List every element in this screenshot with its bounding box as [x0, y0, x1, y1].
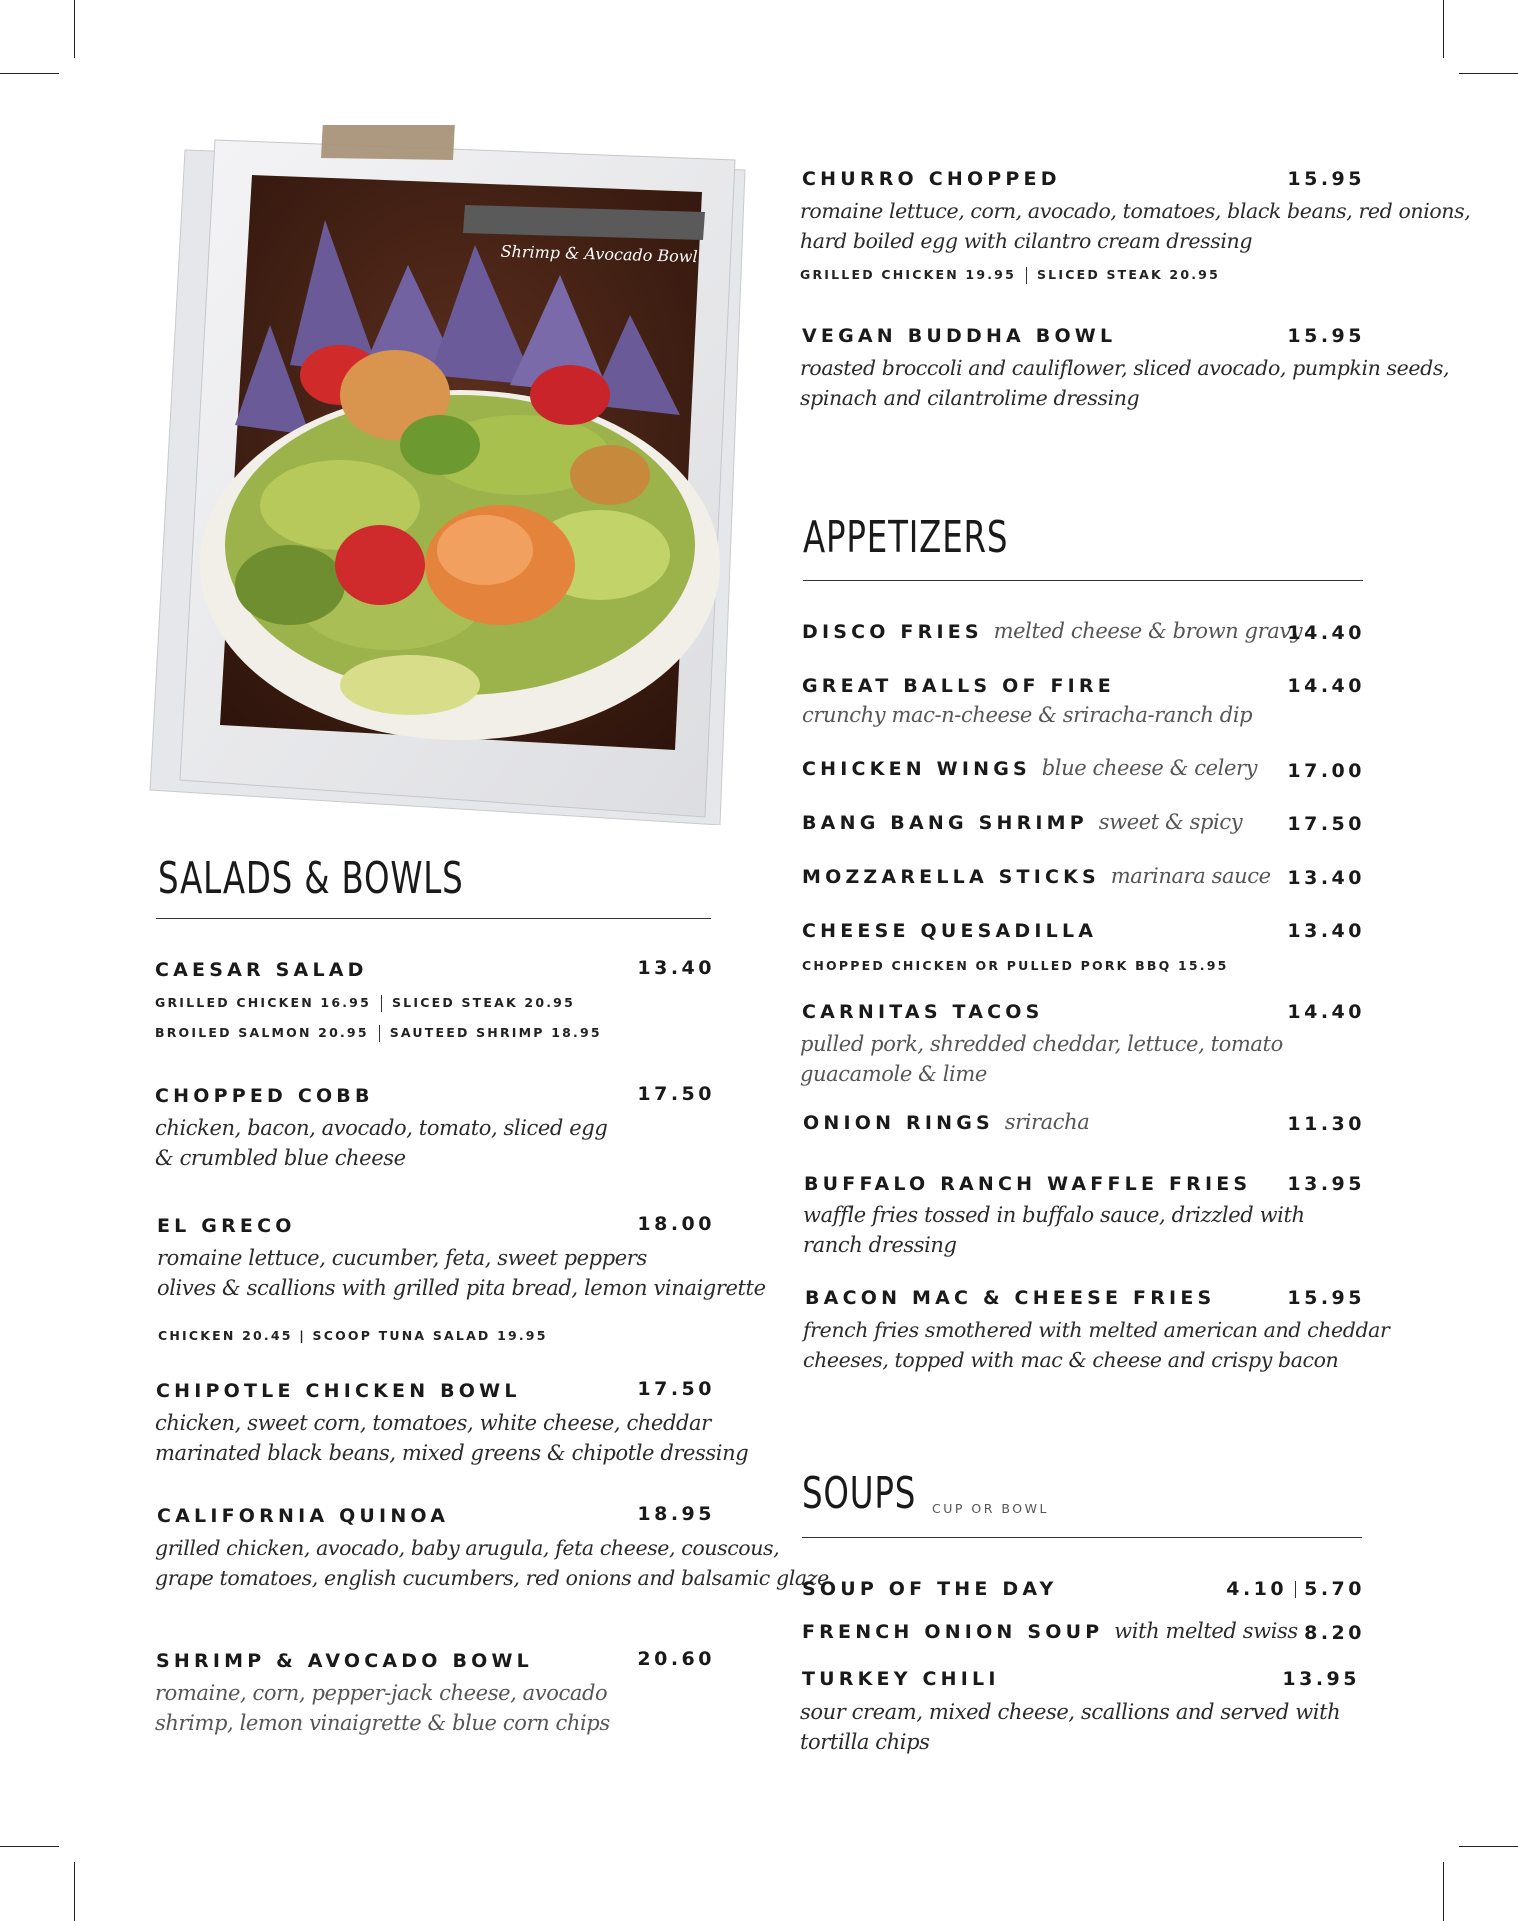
addon: SCOOP TUNA SALAD 19.95	[312, 1328, 548, 1343]
menu-item-name: CHEESE QUESADILLA	[802, 920, 1098, 942]
desc-line: chicken, sweet corn, tomatoes, white cheese, cheddar	[155, 1411, 711, 1435]
item-name-text: BANG BANG SHRIMP	[802, 812, 1088, 834]
item-inline-desc: marinara sauce	[1110, 864, 1271, 888]
menu-item-name	[802, 619, 1302, 643]
menu-item-price	[1200, 1578, 1365, 1600]
menu-item-name: VEGAN BUDDHA BOWL	[802, 325, 1117, 347]
menu-item-price: 15.95	[1287, 168, 1365, 190]
desc-line: cheeses, topped with mac & cheese and crispy bacon	[803, 1348, 1339, 1372]
salads-title: SALADS & BOWLS	[158, 853, 464, 904]
menu-item-name: CALIFORNIA QUINOA	[157, 1505, 450, 1527]
price-cup: 4.10	[1226, 1578, 1288, 1600]
menu-item-price: 15.95	[1287, 325, 1365, 347]
menu-item-name: EL GRECO	[157, 1215, 296, 1237]
menu-item-price: 17.50	[1287, 813, 1365, 835]
addon: GRILLED CHICKEN 16.95	[155, 995, 371, 1010]
menu-item-desc	[800, 1697, 1340, 1757]
desc-line: waffle fries tossed in buffalo sauce, drizzled with	[803, 1203, 1305, 1227]
desc-line: sour cream, mixed cheese, scallions and served with	[800, 1700, 1341, 1724]
appetizers-divider	[803, 580, 1363, 581]
menu-item-name: SOUP OF THE DAY	[802, 1578, 1058, 1600]
menu-item-name: CHURRO CHOPPED	[802, 168, 1061, 190]
menu-item-name	[802, 810, 1242, 834]
addon: SLICED STEAK 20.95	[391, 995, 575, 1010]
menu-item-addons: CHICKEN 20.45 | SCOOP TUNA SALAD 19.95	[158, 1328, 548, 1343]
desc-line: grape tomatoes, english cucumbers, red onions and balsamic glaze	[155, 1566, 829, 1590]
menu-item-desc	[155, 1678, 610, 1738]
addon: BROILED SALMON 20.95	[155, 1025, 369, 1040]
item-name-text: FRENCH ONION SOUP	[802, 1621, 1104, 1643]
desc-line: grilled chicken, avocado, baby arugula, feta cheese, couscous,	[155, 1536, 780, 1560]
soups-subtitle: CUP OR BOWL	[932, 1501, 1049, 1516]
desc-line: chicken, bacon, avocado, tomato, sliced egg	[155, 1116, 608, 1140]
item-inline-desc: sweet & spicy	[1098, 810, 1243, 834]
food-photo	[140, 125, 760, 825]
item-name-text: ONION RINGS	[803, 1112, 994, 1134]
item-inline-desc: melted cheese & brown gravy	[993, 619, 1303, 643]
desc-line: pulled pork, shredded cheddar, lettuce, tomato	[800, 1032, 1283, 1056]
menu-item-name: TURKEY CHILI	[802, 1668, 1000, 1690]
menu-item-name: CHOPPED COBB	[155, 1085, 374, 1107]
menu-item-desc	[157, 1243, 766, 1303]
item-inline-desc: sriracha	[1004, 1110, 1090, 1134]
crop-mark	[1443, 1862, 1444, 1921]
desc-line: romaine, corn, pepper-jack cheese, avocado	[155, 1681, 608, 1705]
menu-item-name: CARNITAS TACOS	[802, 1001, 1044, 1023]
menu-item-name	[802, 1619, 1298, 1643]
item-name-text: CHICKEN WINGS	[802, 758, 1031, 780]
crop-mark	[74, 0, 75, 58]
desc-line: tortilla chips	[800, 1730, 930, 1754]
desc-line: roasted broccoli and cauliflower, sliced avocado, pumpkin seeds,	[800, 356, 1450, 380]
menu-item-price: 17.00	[1287, 760, 1365, 782]
desc-line: crunchy mac-n-cheese & sriracha-ranch dip	[802, 703, 1253, 727]
menu-item-price: 18.95	[637, 1503, 715, 1525]
item-name-text: MOZZARELLA STICKS	[802, 866, 1100, 888]
menu-item-desc	[803, 1200, 1305, 1260]
menu-item-addons	[155, 995, 575, 1012]
menu-item-name	[802, 864, 1271, 888]
menu-item-name	[803, 1110, 1089, 1134]
menu-item-price: 14.40	[1287, 675, 1365, 697]
addon: SAUTEED SHRIMP 18.95	[389, 1025, 602, 1040]
menu-item-price: 17.50	[637, 1083, 715, 1105]
menu-item-addons	[155, 1025, 602, 1042]
crop-mark	[0, 1846, 59, 1847]
menu-item-price: 13.40	[1287, 920, 1365, 942]
menu-item-name	[802, 756, 1257, 780]
desc-line: romaine lettuce, corn, avocado, tomatoes, black beans, red onions,	[800, 199, 1471, 223]
desc-line: guacamole & lime	[800, 1062, 987, 1086]
menu-item-addons	[800, 267, 1220, 284]
crop-mark	[1443, 0, 1444, 58]
menu-item-desc	[800, 196, 1470, 256]
menu-item-desc	[155, 1533, 829, 1593]
menu-item-name: CHIPOTLE CHICKEN BOWL	[156, 1380, 521, 1402]
menu-item-name: GREAT BALLS OF FIRE	[802, 675, 1115, 697]
soups-title: SOUPS	[802, 1468, 917, 1519]
menu-item-price: 14.40	[1287, 622, 1365, 644]
menu-item-desc	[800, 1029, 1283, 1089]
menu-item-addons: CHOPPED CHICKEN OR PULLED PORK BBQ 15.95	[802, 958, 1229, 973]
crop-mark	[0, 73, 59, 74]
photo-caption: Shrimp & Avocado Bowl	[500, 241, 698, 267]
menu-item-price: 14.40	[1287, 1001, 1365, 1023]
menu-item-price: 13.40	[637, 957, 715, 979]
menu-item-name: CAESAR SALAD	[155, 959, 368, 981]
menu-item-desc	[800, 353, 1449, 413]
menu-item-desc	[803, 1315, 1389, 1375]
food-photo-illustration	[140, 125, 760, 825]
menu-item-name: BACON MAC & CHEESE FRIES	[805, 1287, 1216, 1309]
item-inline-desc: with melted swiss	[1114, 1619, 1298, 1643]
desc-line: marinated black beans, mixed greens & chipotle dressing	[155, 1441, 749, 1465]
desc-line: & crumbled blue cheese	[155, 1146, 406, 1170]
addon: CHICKEN 20.45	[158, 1328, 293, 1343]
crop-mark	[1459, 73, 1518, 74]
menu-item-price: 13.95	[1282, 1668, 1360, 1690]
menu-item-desc	[802, 700, 1252, 730]
desc-line: romaine lettuce, cucumber, feta, sweet peppers	[157, 1246, 647, 1270]
crop-mark	[74, 1862, 75, 1921]
menu-item-price: 20.60	[637, 1648, 715, 1670]
menu-item-desc	[155, 1113, 607, 1173]
addon: GRILLED CHICKEN 19.95	[800, 267, 1016, 282]
item-name-text: DISCO FRIES	[802, 621, 983, 643]
menu-item-price: 17.50	[637, 1378, 715, 1400]
desc-line: spinach and cilantrolime dressing	[800, 386, 1140, 410]
menu-item-price: 13.40	[1287, 867, 1365, 889]
menu-item-name: SHRIMP & AVOCADO BOWL	[156, 1650, 533, 1672]
menu-item-desc	[155, 1408, 748, 1468]
item-inline-desc: blue cheese & celery	[1041, 756, 1258, 780]
menu-item-name: BUFFALO RANCH WAFFLE FRIES	[804, 1173, 1252, 1195]
desc-line: shrimp, lemon vinaigrette & blue corn chips	[155, 1711, 610, 1735]
menu-item-price: 18.00	[637, 1213, 715, 1235]
desc-line: olives & scallions with grilled pita bread, lemon vinaigrette	[157, 1276, 766, 1300]
desc-line: french fries smothered with melted american and cheddar	[803, 1318, 1390, 1342]
menu-item-price: 15.95	[1287, 1287, 1365, 1309]
menu-item-price: 13.95	[1287, 1173, 1365, 1195]
crop-mark	[1459, 1846, 1518, 1847]
desc-line: ranch dressing	[803, 1233, 957, 1257]
salads-divider	[156, 918, 711, 919]
soups-divider	[802, 1537, 1362, 1538]
menu-item-price: 11.30	[1287, 1113, 1365, 1135]
appetizers-title: APPETIZERS	[803, 512, 1009, 563]
menu-item-price: 8.20	[1304, 1622, 1365, 1644]
addon: SLICED STEAK 20.95	[1036, 267, 1220, 282]
desc-line: hard boiled egg with cilantro cream dressing	[800, 229, 1253, 253]
price-bowl: 5.70	[1304, 1578, 1365, 1600]
